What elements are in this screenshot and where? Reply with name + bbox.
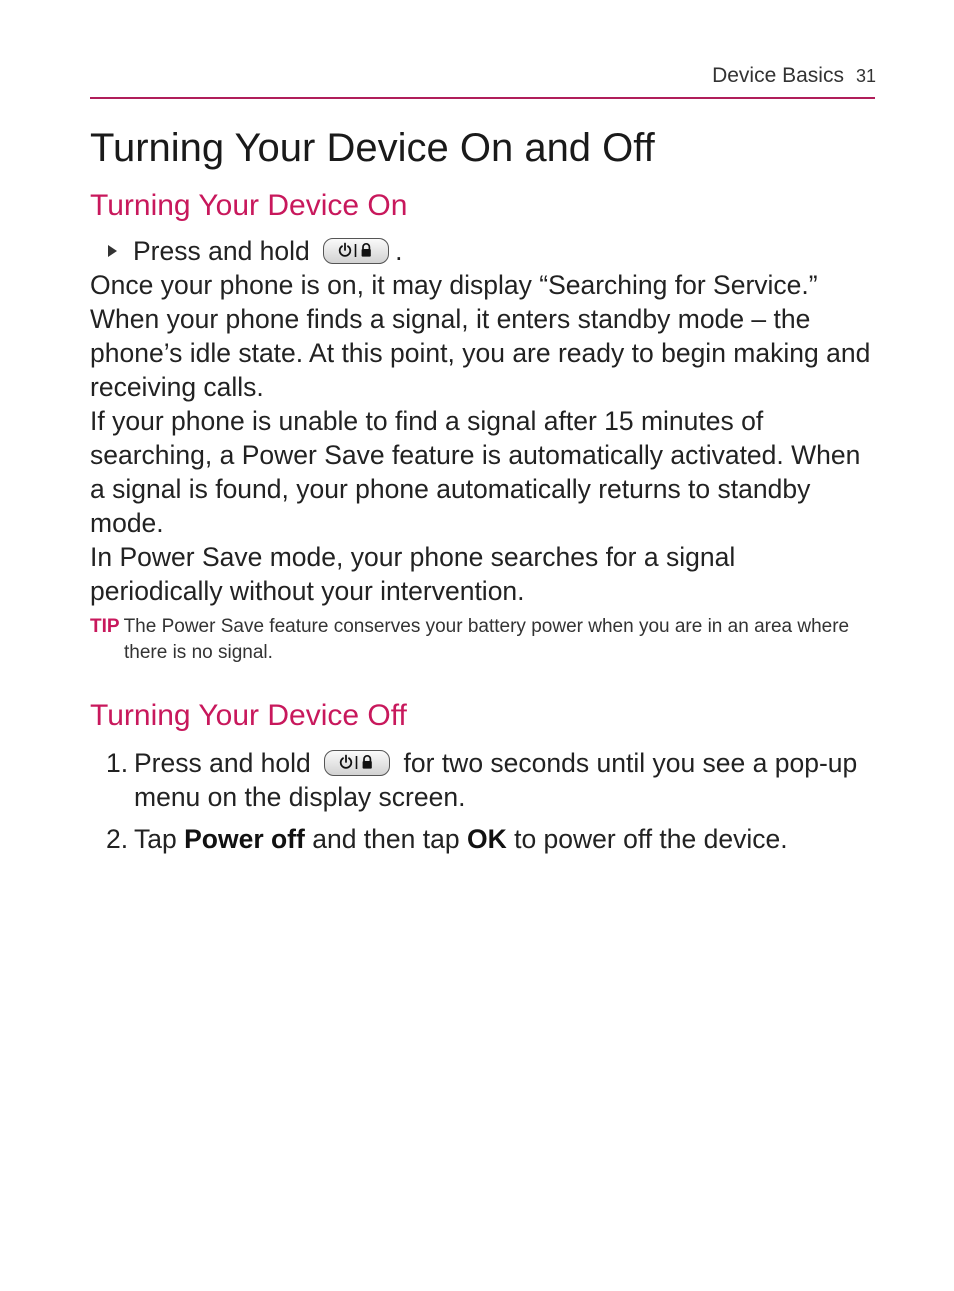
power-lock-key-icon <box>324 750 390 776</box>
steps-list <box>90 746 875 856</box>
step-text-after-key: for two seconds until you see a pop-up menu on the display screen. <box>134 748 858 812</box>
step-text: and then tap <box>312 824 460 854</box>
step-text-before-key: Press and hold <box>134 748 311 778</box>
section-heading-device-off: Turning Your Device Off <box>90 699 407 732</box>
triangle-bullet-icon <box>108 245 117 257</box>
tip-label: TIP <box>90 616 120 637</box>
paragraph-power-save-mode: In Power Save mode, your phone searches for a signal periodically without your intervention. <box>90 542 736 606</box>
power-lock-key-icon <box>323 238 389 264</box>
bullet-text: Press and hold <box>133 236 310 266</box>
section-heading-device-on: Turning Your Device On <box>90 189 408 222</box>
step-number: 1. <box>106 748 129 778</box>
tip-text: The Power Save feature conserves your battery power when you are in an area where there is no signal. <box>123 616 850 663</box>
ok-label: OK <box>466 824 507 854</box>
bullet-press-and-hold <box>108 234 875 268</box>
page-content <box>90 122 875 856</box>
step-text: to power off the device. <box>514 824 788 854</box>
step-number: 2. <box>106 824 129 854</box>
page-number: 31 <box>855 66 876 86</box>
header-section-label: Device Basics <box>712 64 844 87</box>
paragraph-power-save-activation: If your phone is unable to find a signal after 15 minutes of searching, a Power Save feature is automatically activated. When a signal is found, your phone automatically returns to standby mode. <box>90 406 861 538</box>
tip-note <box>90 614 875 666</box>
list-item <box>90 822 875 856</box>
running-header <box>712 64 876 88</box>
header-divider <box>90 97 875 99</box>
step-text: Tap <box>134 824 177 854</box>
bullet-suffix: . <box>395 236 403 266</box>
paragraph-searching-for-service: Once your phone is on, it may display “Searching for Service.” When your phone finds a signal, it enters standby mode – the phone’s idle state. At this point, you are ready to begin making and receiving calls. <box>90 270 871 402</box>
list-item <box>90 746 875 814</box>
power-off-label: Power off <box>184 824 305 854</box>
page-title: Turning Your Device On and Off <box>90 126 655 170</box>
